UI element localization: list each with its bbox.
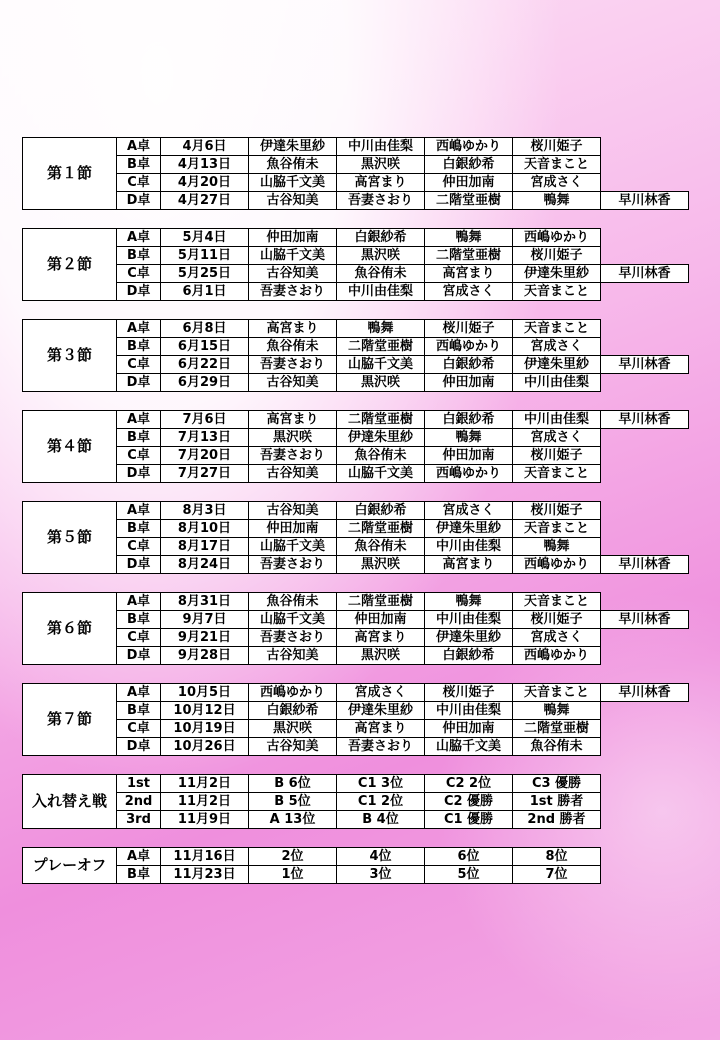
- table-label: C卓: [117, 538, 161, 556]
- league-schedule: [22, 137, 694, 884]
- player-cell: 伊達朱里紗: [249, 138, 337, 156]
- player-cell: 早川林香: [601, 684, 689, 702]
- block-gap: [22, 665, 694, 683]
- round-name: プレーオフ: [23, 848, 117, 884]
- player-cell: 中川由佳梨: [425, 538, 513, 556]
- player-cell: 白銀紗希: [249, 702, 337, 720]
- round-name: 第５節: [23, 502, 117, 574]
- player-cell: 桜川姫子: [513, 247, 601, 265]
- table-row: [23, 811, 689, 829]
- player-cell: 黒沢咲: [337, 247, 425, 265]
- player-cell: 鴨舞: [337, 320, 425, 338]
- table-row: [23, 611, 689, 629]
- table-row: [23, 320, 689, 338]
- player-cell: 天音まこと: [513, 593, 601, 611]
- empty-cell: [601, 793, 689, 811]
- player-cell: 4位: [337, 848, 425, 866]
- player-cell: 吾妻さおり: [249, 447, 337, 465]
- player-cell: 鴨舞: [513, 538, 601, 556]
- table-row: [23, 538, 689, 556]
- match-date: 4月27日: [161, 192, 249, 210]
- table-row: [23, 429, 689, 447]
- player-cell: 2nd 勝者: [513, 811, 601, 829]
- player-cell: 天音まこと: [513, 320, 601, 338]
- player-cell: 黒沢咲: [249, 720, 337, 738]
- block-gap: [22, 574, 694, 592]
- player-cell: 鴨舞: [425, 229, 513, 247]
- match-date: 10月26日: [161, 738, 249, 756]
- player-cell: 2位: [249, 848, 337, 866]
- player-cell: 桜川姫子: [425, 684, 513, 702]
- empty-cell: [601, 320, 689, 338]
- player-cell: 黒沢咲: [337, 156, 425, 174]
- round-name: 第６節: [23, 593, 117, 665]
- block-gap: [22, 301, 694, 319]
- player-cell: 西嶋ゆかり: [513, 647, 601, 665]
- player-cell: 5位: [425, 866, 513, 884]
- table-label: B卓: [117, 866, 161, 884]
- schedule-block: [22, 683, 689, 756]
- table-label: C卓: [117, 629, 161, 647]
- table-row: [23, 502, 689, 520]
- player-cell: 白銀紗希: [425, 411, 513, 429]
- player-cell: 桜川姫子: [513, 611, 601, 629]
- player-cell: 桜川姫子: [513, 447, 601, 465]
- player-cell: 魚谷侑未: [249, 593, 337, 611]
- table-label: D卓: [117, 647, 161, 665]
- empty-cell: [601, 866, 689, 884]
- table-label: B卓: [117, 611, 161, 629]
- player-cell: 仲田加南: [425, 720, 513, 738]
- player-cell: B 5位: [249, 793, 337, 811]
- player-cell: C3 優勝: [513, 775, 601, 793]
- empty-cell: [601, 374, 689, 392]
- match-date: 6月15日: [161, 338, 249, 356]
- player-cell: 二階堂亜樹: [337, 338, 425, 356]
- player-cell: 中川由佳梨: [337, 138, 425, 156]
- player-cell: 古谷知美: [249, 192, 337, 210]
- match-date: 6月22日: [161, 356, 249, 374]
- player-cell: C1 優勝: [425, 811, 513, 829]
- table-label: B卓: [117, 156, 161, 174]
- player-cell: 天音まこと: [513, 465, 601, 483]
- player-cell: 6位: [425, 848, 513, 866]
- match-date: 8月10日: [161, 520, 249, 538]
- player-cell: 桜川姫子: [513, 138, 601, 156]
- table-row: [23, 265, 689, 283]
- table-row: [23, 702, 689, 720]
- schedule-block: [22, 847, 689, 884]
- player-cell: 仲田加南: [425, 374, 513, 392]
- player-cell: 吾妻さおり: [249, 556, 337, 574]
- round-name: 第７節: [23, 684, 117, 756]
- table-label: B卓: [117, 247, 161, 265]
- player-cell: 天音まこと: [513, 283, 601, 301]
- player-cell: 古谷知美: [249, 502, 337, 520]
- schedule-block: [22, 410, 689, 483]
- player-cell: C1 3位: [337, 775, 425, 793]
- player-cell: 桜川姫子: [513, 502, 601, 520]
- player-cell: 鴨舞: [513, 192, 601, 210]
- match-date: 9月21日: [161, 629, 249, 647]
- match-date: 8月17日: [161, 538, 249, 556]
- player-cell: 伊達朱里紗: [337, 702, 425, 720]
- player-cell: 古谷知美: [249, 265, 337, 283]
- player-cell: 1位: [249, 866, 337, 884]
- player-cell: 二階堂亜樹: [337, 593, 425, 611]
- player-cell: 白銀紗希: [425, 356, 513, 374]
- player-cell: 早川林香: [601, 265, 689, 283]
- player-cell: 仲田加南: [425, 447, 513, 465]
- block-gap: [22, 483, 694, 501]
- match-date: 6月29日: [161, 374, 249, 392]
- empty-cell: [601, 738, 689, 756]
- player-cell: 早川林香: [601, 556, 689, 574]
- table-label: 1st: [117, 775, 161, 793]
- player-cell: 鴨舞: [513, 702, 601, 720]
- player-cell: 天音まこと: [513, 684, 601, 702]
- table-label: B卓: [117, 702, 161, 720]
- player-cell: 山脇千文美: [249, 247, 337, 265]
- player-cell: 仲田加南: [337, 611, 425, 629]
- player-cell: 二階堂亜樹: [337, 411, 425, 429]
- player-cell: 古谷知美: [249, 647, 337, 665]
- table-row: [23, 520, 689, 538]
- player-cell: 伊達朱里紗: [513, 265, 601, 283]
- empty-cell: [601, 138, 689, 156]
- match-date: 4月13日: [161, 156, 249, 174]
- empty-cell: [601, 502, 689, 520]
- player-cell: 桜川姫子: [425, 320, 513, 338]
- table-label: A卓: [117, 502, 161, 520]
- player-cell: 黒沢咲: [337, 374, 425, 392]
- player-cell: 宮成さく: [513, 429, 601, 447]
- match-date: 7月6日: [161, 411, 249, 429]
- match-date: 7月13日: [161, 429, 249, 447]
- schedule-block: [22, 592, 689, 665]
- player-cell: 西嶋ゆかり: [425, 338, 513, 356]
- empty-cell: [601, 811, 689, 829]
- match-date: 6月1日: [161, 283, 249, 301]
- table-label: D卓: [117, 192, 161, 210]
- player-cell: 魚谷侑未: [249, 156, 337, 174]
- player-cell: 天音まこと: [513, 156, 601, 174]
- schedule-block: [22, 501, 689, 574]
- player-cell: 高宮まり: [249, 320, 337, 338]
- player-cell: 鴨舞: [425, 429, 513, 447]
- empty-cell: [601, 174, 689, 192]
- table-label: B卓: [117, 520, 161, 538]
- player-cell: 西嶋ゆかり: [249, 684, 337, 702]
- round-name: 第２節: [23, 229, 117, 301]
- table-label: C卓: [117, 720, 161, 738]
- table-label: A卓: [117, 229, 161, 247]
- table-row: [23, 848, 689, 866]
- player-cell: 中川由佳梨: [513, 411, 601, 429]
- player-cell: 古谷知美: [249, 738, 337, 756]
- match-date: 11月16日: [161, 848, 249, 866]
- player-cell: C2 2位: [425, 775, 513, 793]
- table-row: [23, 138, 689, 156]
- table-label: C卓: [117, 265, 161, 283]
- player-cell: 古谷知美: [249, 465, 337, 483]
- player-cell: 山脇千文美: [249, 611, 337, 629]
- table-row: [23, 793, 689, 811]
- match-date: 9月28日: [161, 647, 249, 665]
- player-cell: 黒沢咲: [249, 429, 337, 447]
- table-row: [23, 866, 689, 884]
- block-gap: [22, 210, 694, 228]
- player-cell: 早川林香: [601, 356, 689, 374]
- player-cell: B 4位: [337, 811, 425, 829]
- table-label: A卓: [117, 593, 161, 611]
- table-label: D卓: [117, 465, 161, 483]
- match-date: 8月31日: [161, 593, 249, 611]
- table-row: [23, 374, 689, 392]
- schedule-block: [22, 228, 689, 301]
- table-row: [23, 684, 689, 702]
- empty-cell: [601, 629, 689, 647]
- player-cell: 伊達朱里紗: [513, 356, 601, 374]
- player-cell: 高宮まり: [425, 265, 513, 283]
- empty-cell: [601, 247, 689, 265]
- player-cell: 仲田加南: [249, 229, 337, 247]
- block-gap: [22, 756, 694, 774]
- player-cell: 宮成さく: [425, 502, 513, 520]
- player-cell: 魚谷侑未: [337, 265, 425, 283]
- match-date: 9月7日: [161, 611, 249, 629]
- player-cell: 西嶋ゆかり: [513, 556, 601, 574]
- player-cell: A 13位: [249, 811, 337, 829]
- empty-cell: [601, 593, 689, 611]
- table-label: C卓: [117, 447, 161, 465]
- schedule-block: [22, 137, 689, 210]
- round-name: 第３節: [23, 320, 117, 392]
- match-date: 7月27日: [161, 465, 249, 483]
- empty-cell: [601, 338, 689, 356]
- match-date: 11月23日: [161, 866, 249, 884]
- block-gap: [22, 392, 694, 410]
- round-name: 第４節: [23, 411, 117, 483]
- empty-cell: [601, 447, 689, 465]
- player-cell: 白銀紗希: [337, 229, 425, 247]
- table-row: [23, 356, 689, 374]
- player-cell: 吾妻さおり: [337, 192, 425, 210]
- player-cell: 山脇千文美: [337, 465, 425, 483]
- empty-cell: [601, 520, 689, 538]
- match-date: 8月3日: [161, 502, 249, 520]
- block-gap: [22, 829, 694, 847]
- table-label: A卓: [117, 684, 161, 702]
- match-date: 6月8日: [161, 320, 249, 338]
- match-date: 11月2日: [161, 775, 249, 793]
- player-cell: 高宮まり: [337, 174, 425, 192]
- player-cell: 山脇千文美: [249, 174, 337, 192]
- player-cell: 魚谷侑未: [337, 447, 425, 465]
- table-row: [23, 229, 689, 247]
- table-label: D卓: [117, 374, 161, 392]
- player-cell: 山脇千文美: [425, 738, 513, 756]
- player-cell: 二階堂亜樹: [425, 247, 513, 265]
- player-cell: 宮成さく: [425, 283, 513, 301]
- match-date: 5月11日: [161, 247, 249, 265]
- player-cell: B 6位: [249, 775, 337, 793]
- table-row: [23, 556, 689, 574]
- table-row: [23, 738, 689, 756]
- player-cell: 白銀紗希: [425, 156, 513, 174]
- player-cell: 仲田加南: [249, 520, 337, 538]
- table-label: B卓: [117, 429, 161, 447]
- empty-cell: [601, 156, 689, 174]
- player-cell: 山脇千文美: [249, 538, 337, 556]
- table-row: [23, 156, 689, 174]
- table-row: [23, 465, 689, 483]
- player-cell: 伊達朱里紗: [425, 629, 513, 647]
- player-cell: 白銀紗希: [337, 502, 425, 520]
- empty-cell: [601, 429, 689, 447]
- player-cell: 吾妻さおり: [249, 356, 337, 374]
- empty-cell: [601, 848, 689, 866]
- player-cell: 天音まこと: [513, 520, 601, 538]
- player-cell: 黒沢咲: [337, 647, 425, 665]
- player-cell: 吾妻さおり: [249, 283, 337, 301]
- round-name: 入れ替え戦: [23, 775, 117, 829]
- match-date: 8月24日: [161, 556, 249, 574]
- table-label: D卓: [117, 283, 161, 301]
- empty-cell: [601, 538, 689, 556]
- table-row: [23, 283, 689, 301]
- player-cell: 8位: [513, 848, 601, 866]
- player-cell: 中川由佳梨: [513, 374, 601, 392]
- player-cell: 高宮まり: [337, 629, 425, 647]
- table-row: [23, 720, 689, 738]
- empty-cell: [601, 720, 689, 738]
- player-cell: 早川林香: [601, 192, 689, 210]
- match-date: 7月20日: [161, 447, 249, 465]
- player-cell: 吾妻さおり: [337, 738, 425, 756]
- player-cell: 西嶋ゆかり: [425, 465, 513, 483]
- schedule-block: [22, 774, 689, 829]
- table-row: [23, 629, 689, 647]
- player-cell: 伊達朱里紗: [337, 429, 425, 447]
- player-cell: 白銀紗希: [425, 647, 513, 665]
- table-row: [23, 411, 689, 429]
- table-row: [23, 447, 689, 465]
- table-row: [23, 775, 689, 793]
- table-label: C卓: [117, 174, 161, 192]
- player-cell: 高宮まり: [249, 411, 337, 429]
- table-row: [23, 192, 689, 210]
- schedule-block: [22, 319, 689, 392]
- table-row: [23, 174, 689, 192]
- player-cell: 1st 勝者: [513, 793, 601, 811]
- player-cell: 3位: [337, 866, 425, 884]
- table-label: A卓: [117, 848, 161, 866]
- player-cell: 西嶋ゆかり: [513, 229, 601, 247]
- player-cell: 宮成さく: [513, 629, 601, 647]
- player-cell: 魚谷侑未: [513, 738, 601, 756]
- table-row: [23, 338, 689, 356]
- player-cell: 中川由佳梨: [425, 702, 513, 720]
- table-label: A卓: [117, 320, 161, 338]
- match-date: 11月2日: [161, 793, 249, 811]
- empty-cell: [601, 229, 689, 247]
- player-cell: 二階堂亜樹: [513, 720, 601, 738]
- player-cell: 高宮まり: [337, 720, 425, 738]
- player-cell: 古谷知美: [249, 374, 337, 392]
- player-cell: 伊達朱里紗: [425, 520, 513, 538]
- player-cell: 7位: [513, 866, 601, 884]
- player-cell: 二階堂亜樹: [425, 192, 513, 210]
- empty-cell: [601, 465, 689, 483]
- player-cell: 吾妻さおり: [249, 629, 337, 647]
- table-label: C卓: [117, 356, 161, 374]
- match-date: 10月19日: [161, 720, 249, 738]
- player-cell: 二階堂亜樹: [337, 520, 425, 538]
- table-label: D卓: [117, 556, 161, 574]
- table-label: D卓: [117, 738, 161, 756]
- match-date: 5月25日: [161, 265, 249, 283]
- table-row: [23, 593, 689, 611]
- player-cell: 高宮まり: [425, 556, 513, 574]
- match-date: 4月20日: [161, 174, 249, 192]
- table-label: 2nd: [117, 793, 161, 811]
- match-date: 11月9日: [161, 811, 249, 829]
- player-cell: 早川林香: [601, 611, 689, 629]
- player-cell: 西嶋ゆかり: [425, 138, 513, 156]
- round-name: 第１節: [23, 138, 117, 210]
- table-row: [23, 647, 689, 665]
- empty-cell: [601, 702, 689, 720]
- player-cell: 魚谷侑未: [337, 538, 425, 556]
- player-cell: 鴨舞: [425, 593, 513, 611]
- player-cell: C2 優勝: [425, 793, 513, 811]
- match-date: 4月6日: [161, 138, 249, 156]
- player-cell: 早川林香: [601, 411, 689, 429]
- empty-cell: [601, 775, 689, 793]
- player-cell: 宮成さく: [513, 338, 601, 356]
- table-label: 3rd: [117, 811, 161, 829]
- table-label: A卓: [117, 411, 161, 429]
- player-cell: 宮成さく: [513, 174, 601, 192]
- table-label: B卓: [117, 338, 161, 356]
- player-cell: 中川由佳梨: [337, 283, 425, 301]
- table-label: A卓: [117, 138, 161, 156]
- player-cell: C1 2位: [337, 793, 425, 811]
- player-cell: 宮成さく: [337, 684, 425, 702]
- empty-cell: [601, 283, 689, 301]
- player-cell: 魚谷侑未: [249, 338, 337, 356]
- match-date: 5月4日: [161, 229, 249, 247]
- match-date: 10月5日: [161, 684, 249, 702]
- match-date: 10月12日: [161, 702, 249, 720]
- player-cell: 黒沢咲: [337, 556, 425, 574]
- table-row: [23, 247, 689, 265]
- player-cell: 山脇千文美: [337, 356, 425, 374]
- player-cell: 中川由佳梨: [425, 611, 513, 629]
- empty-cell: [601, 647, 689, 665]
- player-cell: 仲田加南: [425, 174, 513, 192]
